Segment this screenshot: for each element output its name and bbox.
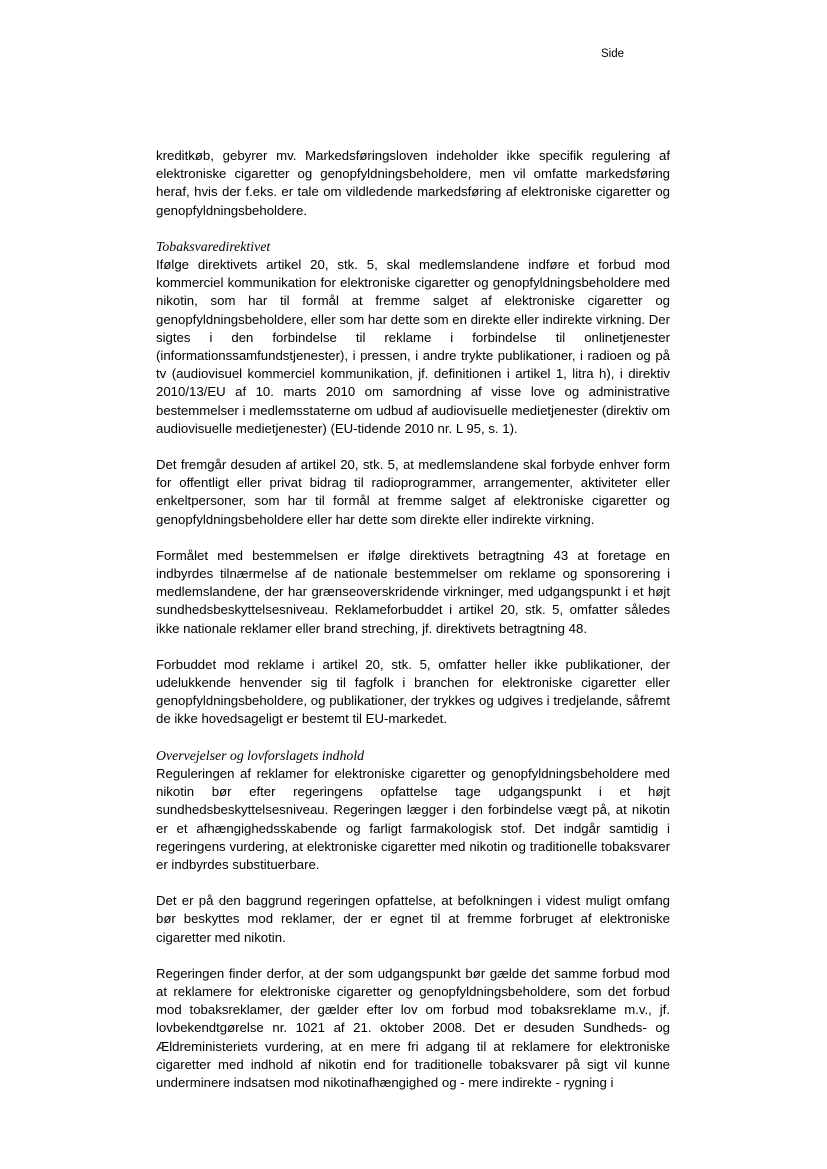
body-paragraph: Regeringen finder derfor, at der som udgangspunkt bør gælde det samme forbud mod at reklamere for elektroniske cigaretter og genopfyldningsbeholdere, som det forbud mod tobaksreklamer, der gælder efter lov om forbud mod tobaksreklame m.v., jf. lovbekendtgørelse nr. 1021 af 21. oktober 2008. Det er desuden Sundheds- og Ældreministeriets vurdering, at en mere fri adgang til at reklamere for elektroniske cigaretter med indhold af nikotin end for traditionelle tobaksvarer på sigt vil kunne underminere indsatsen mod nikotinafhængighed og - mere indirekte - rygning i (156, 965, 670, 1090)
body-paragraph: Reguleringen af reklamer for elektroniske cigaretter og genopfyldningsbeholdere med nikotin bør efter regeringens opfattelse tage udgangspunkt i et højt sundhedsbeskyttelsesniveau. Regeringen lægger i den forbindelse vægt på, at nikotin er et afhængighedsskabende og farligt farmakologisk stof. Det indgår samtidig i regeringens vurdering, at elektroniske cigaretter med nikotin og traditionelle tobaksvarer er indbyrdes substituerbare. (156, 765, 670, 872)
body-paragraph: kreditkøb, gebyrer mv. Markedsføringsloven indeholder ikke specifik regulering af elektroniske cigaretter og genopfyldningsbeholdere, men vil omfatte markedsføring heraf, hvis der f.eks. er tale om vildledende markedsføring af elektroniske cigaretter og genopfyldningsbeholdere. (156, 148, 670, 218)
body-paragraph: Forbuddet mod reklame i artikel 20, stk. 5, omfatter heller ikke publikationer, der udelukkende henvender sig til fagfolk i branchen for elektroniske cigaretter eller genopfyldningsbeholdere, og publikationer, der trykkes og udgives i tredjelande, såfremt de ikke hovedsageligt er bestemt til EU-markedet. (156, 656, 670, 727)
body-paragraph: Det fremgår desuden af artikel 20, stk. 5, at medlemslandene skal forbyde enhver form for offentligt eller privat bidrag til radioprogrammer, arrangementer, aktiviteter eller enkeltpersoner, som har til formål at fremme salget af elektroniske cigaretter og genopfyldningsbeholdere eller har dette som direkte eller indirekte virkning. (156, 457, 670, 527)
body-paragraph: Formålet med bestemmelsen er ifølge direktivets betragtning 43 at foretage en indbyrdes tilnærmelse af de nationale bestemmelser om reklame og sponsorering i medlemslandene, der har grænseoverskridende virkninger, med udgangspunkt i et højt sundhedsbeskyttelsesniveau. Reklameforbuddet i artikel 20, stk. 5, omfatter således ikke nationale reklamer eller brand streching, jf. direktivets betragtning 48. (156, 547, 670, 636)
body-paragraph: Ifølge direktivets artikel 20, stk. 5, skal medlemslandene indføre et forbud mod kommerciel kommunikation for elektroniske cigaretter og genopfyldningsbeholdere med nikotin, som har til formål at fremme salget af elektroniske cigaretter og genopfyldningsbeholdere, eller som har dette som en direkte eller indirekte virkning. Der sigtes i den forbindelse til reklame i forbindelse til onlinetjenester (informationssamfundstjenester), i pressen, i andre trykte publikationer, i radioen og på tv (audiovisuel kommerciel kommunikation, jf. definitionen i artikel 1, litra h), i direktiv 2010/13/EU af 10. marts 2010 om samordning af visse love og administrative bestemmelser i medlemsstaterne om udbud af audiovisuelle medietjenester (direktiv om audiovisuelle medietjenester) (EU-tidende 2010 nr. L 95, s. 1). (156, 257, 670, 436)
page-number-label: Side (601, 48, 625, 60)
document-body (156, 147, 670, 1110)
section-heading-tobaksvaredirektivet: Tobaksvaredirektivet (156, 238, 271, 254)
section-heading-overvejelser: Overvejelser og lovforslagets indhold (156, 747, 365, 763)
body-paragraph: Det er på den baggrund regeringen opfattelse, at befolkningen i videst muligt omfang bør beskyttes mod reklamer, der er egnet til at fremme forbruget af elektroniske cigaretter med nikotin. (156, 893, 670, 945)
